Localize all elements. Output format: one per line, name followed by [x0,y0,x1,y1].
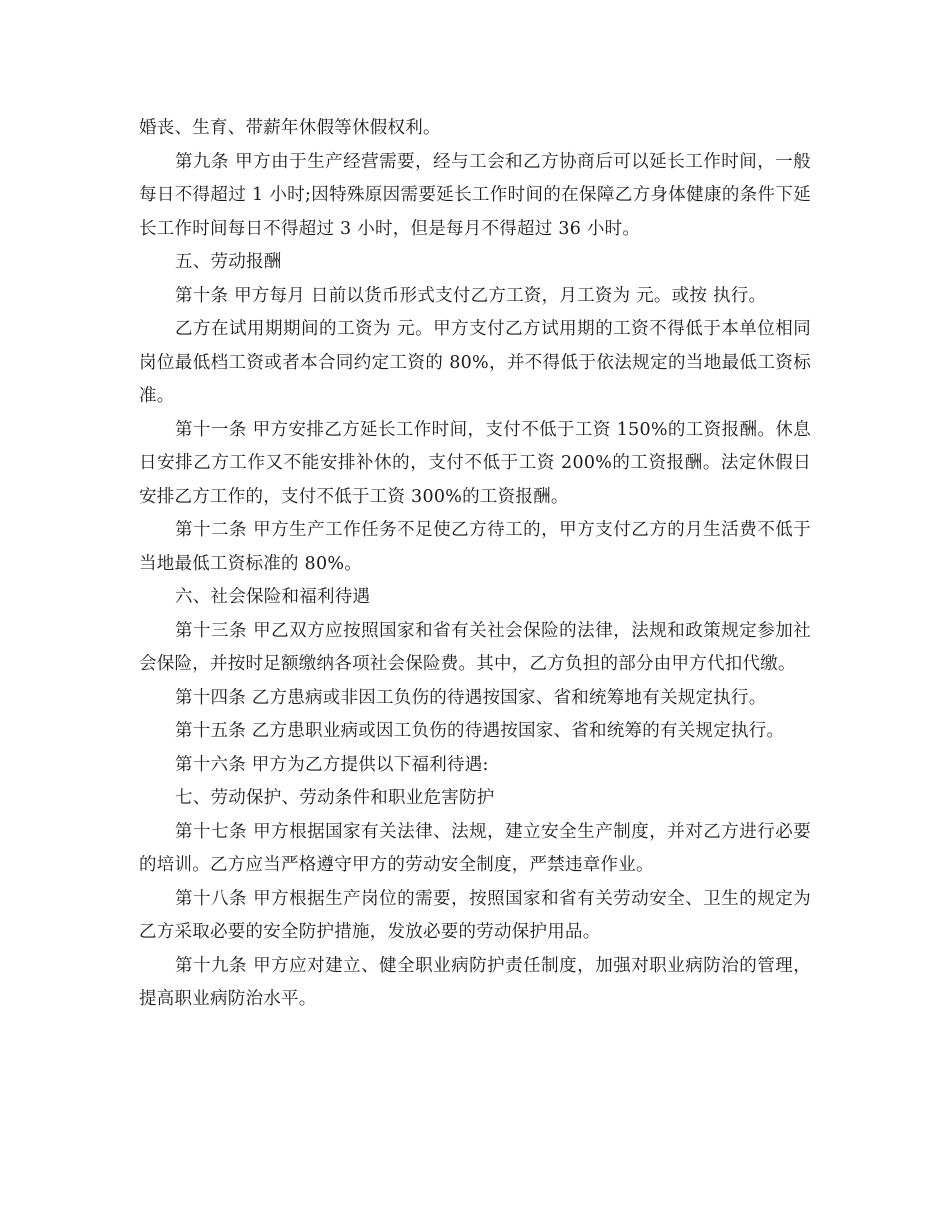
article-18: 第十八条 甲方根据生产岗位的需要，按照国家和省有关劳动安全、卫生的规定为乙方采取必要的安全防护措施，发放必要的劳动保护用品。 [139,888,811,942]
article-12: 第十二条 甲方生产工作任务不足使乙方待工的，甲方支付乙方的月生活费不低于当地最低工资标准的 80%。 [139,520,811,574]
article-16: 第十六条 甲方为乙方提供以下福利待遇: [175,754,489,775]
article-10: 第十条 甲方每月 日前以货币形式支付乙方工资，月工资为 元。或按 执行。 [175,285,767,306]
article-19: 第十九条 甲方应对建立、健全职业病防护责任制度，加强对职业病防治的管理，提高职业病防治水平。 [139,955,811,1009]
section-heading-7: 七、劳动保护、劳动条件和职业危害防护 [175,788,495,808]
paragraph-1: 婚丧、生育、带薪年休假等休假权利。 [139,118,441,138]
section-heading-5: 五、劳动报酬 [175,252,282,272]
probation-wage-paragraph: 乙方在试用期期间的工资为 元。甲方支付乙方试用期的工资不得低于本单位相同岗位最低档工资或者本合同约定工资的 80%，并不得低于依法规定的当地最低工资标准。 [139,319,811,406]
article-14: 第十四条 乙方患病或非因工负伤的待遇按国家、省和统筹地有关规定执行。 [175,687,767,708]
article-9: 第九条 甲方由于生产经营需要，经与工会和乙方协商后可以延长工作时间，一般每日不得超过 1 小时;因特殊原因需要延长工作时间的在保障乙方身体健康的条件下延长工作时间每日不得超过 3 小时，但是每月不得超过 36 小时。 [139,151,811,239]
article-11: 第十一条 甲方安排乙方延长工作时间，支付不低于工资 150%的工资报酬。休息日安排乙方工作又不能安排补休的，支付不低于工资 200%的工资报酬。法定休假日安排乙方工作的，支付不低于工资 300%的工资报酬。 [139,419,811,507]
section-heading-6: 六、社会保险和福利待遇 [175,587,371,607]
article-13: 第十三条 甲乙双方应按照国家和省有关社会保险的法律，法规和政策规定参加社会保险，并按时足额缴纳各项社会保险费。其中，乙方负担的部分由甲方代扣代缴。 [139,620,811,674]
article-15: 第十五条 乙方患职业病或因工负伤的待遇按国家、省和统筹的有关规定执行。 [175,721,785,741]
article-17: 第十七条 甲方根据国家有关法律、法规，建立安全生产制度，并对乙方进行必要的培训。乙方应当严格遵守甲方的劳动安全制度，严禁违章作业。 [139,821,811,875]
document-page [139,112,811,1017]
